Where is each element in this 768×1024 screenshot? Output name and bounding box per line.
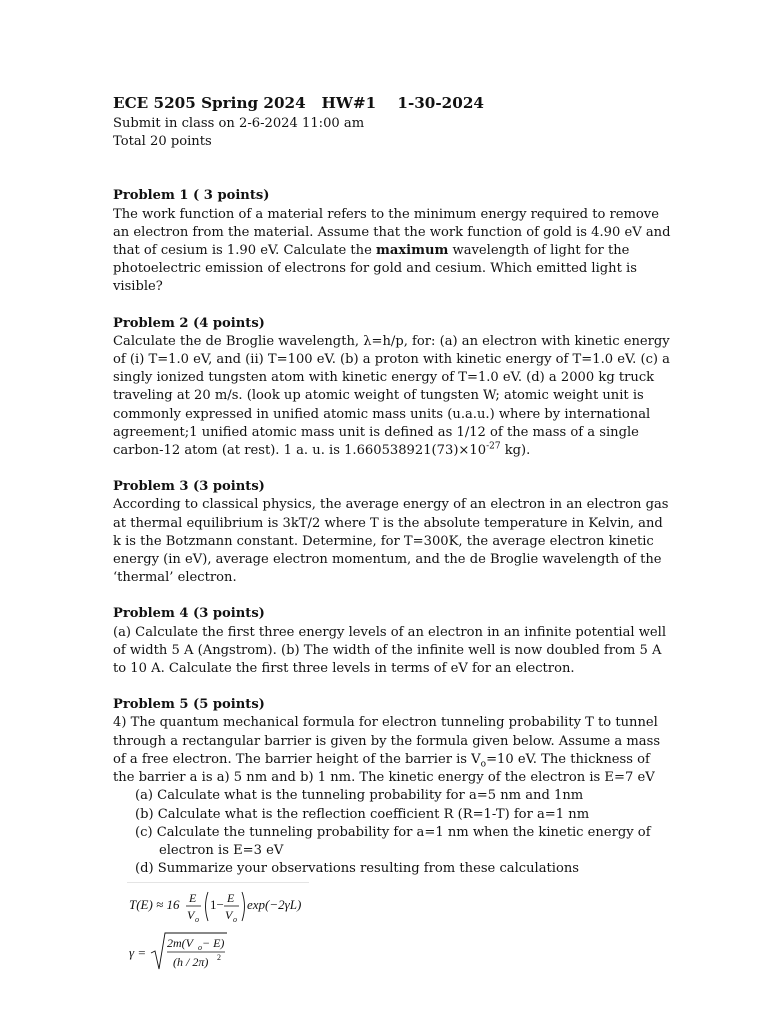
- problems-section: [113, 187, 673, 975]
- problem-5-text-b: =10 eV. The thickness of the barrier a is a) 5 nm and b) 1 nm. The kinetic energy of the electron is E=7 eV: [113, 751, 655, 786]
- problem-1-text-a: The work function of a material refers to the minimum energy required to remove an electron from the material. Assume that the work function of gold is 4.90 eV and that of cesium is 1.90 eV. Calculate the: [113, 206, 671, 259]
- problem-4-heading: Problem 4 (3 points): [113, 606, 265, 622]
- submit-info: Submit in class on 2-6-2024 11:00 am: [113, 116, 365, 131]
- total-points: Total 20 points: [113, 134, 212, 150]
- problem-1-text: [113, 206, 673, 297]
- problem-5-subquestions: [113, 787, 673, 878]
- right-paren-icon: [242, 892, 245, 921]
- formula-o-subscript: o: [195, 915, 199, 925]
- problem-1-heading: Problem 1 ( 3 points): [113, 188, 270, 204]
- problem-1-text-b: wavelength of light for the photoelectric emission of electrons for gold and cesium. Which emitted light is visible?: [113, 243, 637, 295]
- problem-2-text: [113, 333, 673, 460]
- left-paren-icon: [206, 892, 209, 921]
- page-title: ECE 5205 Spring 2024 HW#1 1-30-2024: [113, 94, 484, 112]
- problem-3: [113, 478, 673, 587]
- formula-o-subscript-2: o: [233, 915, 237, 925]
- list-item: (c) Calculate the tunneling probability for a=1 nm when the kinetic energy of electron is E=3 eV: [135, 824, 651, 858]
- formula-gamma-den-exponent: 2: [217, 953, 221, 963]
- formula-gamma-o-subscript: o: [198, 943, 202, 953]
- problem-2-text-b: kg).: [500, 443, 531, 459]
- formula-gamma: γ =: [129, 945, 147, 961]
- problem-1: [113, 187, 673, 296]
- formula-gamma-numerator-tail: − E): [202, 936, 225, 951]
- problem-4-text: (a) Calculate the first three energy levels of an electron in an infinite potential well of width 5 A (Angstrom). (b) The width of the infinite well is now doubled from 5 A to 10 A. Calculate the first three levels in terms of eV for an electron.: [113, 624, 667, 677]
- problem-5-text: [113, 714, 673, 787]
- problem-1-bold: maximum: [376, 243, 449, 259]
- formula-e-numerator-2: E: [227, 891, 235, 906]
- tunneling-formula-svg: [127, 883, 309, 975]
- problem-2: [113, 315, 673, 461]
- problem-3-heading: Problem 3 (3 points): [113, 479, 265, 495]
- formula-one-minus: 1−: [210, 897, 224, 913]
- formula-v-denominator: V: [187, 908, 195, 923]
- formula-v-denominator-2: V: [225, 908, 233, 923]
- problem-2-exponent: -27: [486, 441, 501, 452]
- problem-5: [113, 696, 673, 975]
- formula-exp: exp(−2γL): [247, 897, 302, 913]
- list-item: (d) Summarize your observations resulting from these calculations: [135, 861, 580, 877]
- problem-5-subscript: o: [480, 759, 487, 770]
- problem-3-text: According to classical physics, the average energy of an electron in an electron gas at thermal equilibrium is 3kT/2 where T is the absolute temperature in Kelvin, and k is the Botzmann constant. Determine, for T=300K, the average electron kinetic energy (in eV), average electron momentum, and the de Broglie wavelength of the ‘thermal’ electron.: [113, 497, 669, 586]
- list-item: (b) Calculate what is the reflection coefficient R (R=1-T) for a=1 nm: [135, 806, 590, 822]
- formula-gamma-denominator: (h / 2π): [173, 955, 209, 970]
- problem-5-heading: Problem 5 (5 points): [113, 697, 265, 713]
- problem-4: [113, 605, 673, 678]
- list-item: (a) Calculate what is the tunneling probability for a=5 nm and 1nm: [135, 788, 584, 804]
- problem-5-text-a: 4) The quantum mechanical formula for electron tunneling probability T to tunnel through a rectangular barrier is given by the formula given below. Assume a mass of a free electron. The barrier height of the barrier is V: [113, 715, 661, 767]
- formula-e-numerator: E: [189, 891, 197, 906]
- homework-page: [113, 93, 673, 975]
- tunneling-formula: [127, 882, 309, 975]
- problem-2-heading: Problem 2 (4 points): [113, 315, 265, 331]
- problem-2-text-a: Calculate the de Broglie wavelength, λ=h/p, for: (a) an electron with kinetic energy of (i) T=1.0 eV, and (ii) T=100 eV. (b) a proton with kinetic energy of T=1.0 eV. (c) a singly ionized tungsten atom with kinetic energy of T=1.0 eV. (d) a 2000 kg truck traveling at 20 m/s. (look up atomic weight of tungsten W; atomic weight unit is commonly expressed in unified atomic mass units (u.a.u.) where by international agreement;1 unified atomic mass unit is defined as 1/12 of the mass of a single carbon-12 atom (at rest). 1 a. u. is 1.660538921(73)×10: [113, 333, 670, 459]
- formula-lhs: T(E) ≈ 16: [129, 897, 180, 913]
- formula-gamma-numerator: 2m(V: [167, 936, 193, 951]
